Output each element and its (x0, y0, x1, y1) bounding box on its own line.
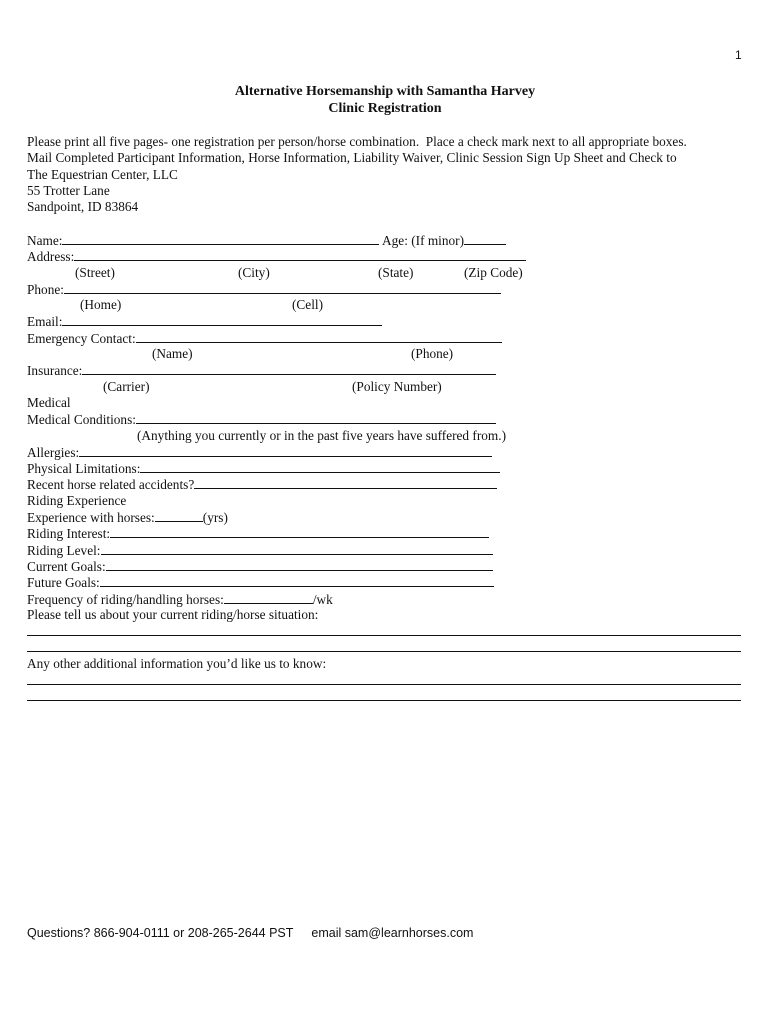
frequency-label: Frequency of riding/handling horses: (27, 591, 224, 607)
name-field[interactable] (62, 232, 379, 245)
medical-heading: Medical (27, 394, 71, 410)
name-row (27, 232, 747, 248)
address-label: Address: (27, 249, 75, 265)
title-line-1: Alternative Horsemanship with Samantha Harvey (234, 84, 536, 99)
age-field[interactable] (464, 232, 506, 245)
name-label: Name: (27, 233, 63, 248)
phone-label: Phone: (27, 281, 64, 297)
emergency-row (27, 330, 747, 346)
emergency-name-sublabel: (Name) (152, 346, 193, 362)
footer-contact (27, 926, 473, 940)
future-goals-label: Future Goals: (27, 575, 100, 591)
allergies-label: Allergies: (27, 444, 80, 460)
emergency-sublabels (27, 346, 747, 362)
insurance-row (27, 362, 747, 378)
phone-row (27, 281, 747, 297)
physical-field[interactable] (140, 460, 500, 473)
document-title (0, 83, 770, 117)
email-field[interactable] (62, 313, 382, 326)
future-goals-field[interactable] (100, 574, 494, 587)
situation-line-1[interactable] (27, 623, 747, 639)
insurance-label: Insurance: (27, 363, 83, 379)
home-sublabel: (Home) (80, 297, 122, 313)
phone-field[interactable] (64, 281, 501, 294)
medical-conditions-field[interactable] (136, 411, 496, 424)
emergency-phone-sublabel: (Phone) (411, 346, 454, 362)
frequency-row (27, 591, 747, 607)
current-goals-row (27, 558, 747, 574)
phone-sublabels (27, 297, 747, 313)
level-field[interactable] (101, 542, 493, 555)
situation-label: Please tell us about your current riding/horse situation: (27, 606, 319, 622)
future-goals-row (27, 574, 747, 590)
frequency-field[interactable] (224, 591, 313, 604)
zip-sublabel: (Zip Code) (464, 264, 523, 280)
experience-field[interactable] (155, 509, 203, 522)
mailing-city: Sandpoint, ID 83864 (27, 199, 139, 215)
footer-email: email sam@learnhorses.com (311, 926, 474, 940)
allergies-field[interactable] (79, 444, 492, 457)
interest-label: Riding Interest: (27, 526, 111, 542)
physical-row (27, 460, 747, 476)
frequency-suffix: /wk (312, 591, 333, 607)
interest-field[interactable] (110, 525, 489, 538)
age-label: Age: (If minor) (379, 233, 465, 248)
participant-form (27, 232, 747, 705)
additional-label: Any other additional information you’d like us to know: (27, 655, 327, 671)
footer-questions: Questions? 866-904-0111 or 208-265-2644 PST (27, 926, 294, 940)
email-label: Email: (27, 314, 63, 330)
insurance-field[interactable] (82, 362, 496, 375)
level-row (27, 542, 747, 558)
physical-label: Physical Limitations: (27, 461, 141, 477)
mailing-street: 55 Trotter Lane (27, 182, 110, 198)
current-goals-label: Current Goals: (27, 558, 106, 574)
allergies-row (27, 444, 747, 460)
emergency-label: Emergency Contact: (27, 330, 136, 346)
policy-sublabel: (Policy Number) (352, 378, 442, 394)
intro-instructions (27, 134, 747, 215)
address-field[interactable] (74, 248, 526, 261)
street-sublabel: (Street) (75, 264, 115, 280)
interest-row (27, 525, 747, 541)
state-sublabel: (State) (378, 264, 414, 280)
address-row (27, 248, 747, 264)
medical-conditions-label: Medical Conditions: (27, 412, 136, 428)
medical-note-row (27, 428, 747, 444)
experience-row (27, 509, 747, 525)
medical-conditions-row (27, 411, 747, 427)
experience-suffix: (yrs) (202, 510, 228, 526)
title-line-2: Clinic Registration (328, 101, 442, 116)
level-label: Riding Level: (27, 542, 101, 558)
additional-line-2[interactable] (27, 688, 747, 704)
cell-sublabel: (Cell) (292, 297, 324, 313)
city-sublabel: (City) (238, 264, 270, 280)
insurance-sublabels (27, 379, 747, 395)
situation-line-2[interactable] (27, 639, 747, 655)
accidents-label: Recent horse related accidents? (27, 477, 195, 493)
additional-line-1[interactable] (27, 672, 747, 688)
page-number: 1 (735, 48, 742, 62)
current-goals-field[interactable] (106, 558, 493, 571)
intro-line: Mail Completed Participant Information, Horse Information, Liability Waiver, Clinic Session Sign Up Sheet and Check to (27, 150, 677, 166)
intro-line: Please print all five pages- one registration per person/horse combination. Place a check mark next to all appropriate boxes. (27, 134, 687, 149)
mailing-name: The Equestrian Center, LLC (27, 166, 178, 182)
riding-heading: Riding Experience (27, 492, 127, 508)
email-row (27, 313, 747, 329)
emergency-field[interactable] (136, 330, 502, 343)
accidents-row (27, 476, 747, 492)
accidents-field[interactable] (194, 476, 497, 489)
carrier-sublabel: (Carrier) (103, 378, 150, 394)
experience-label: Experience with horses: (27, 510, 155, 526)
address-sublabels (27, 265, 747, 281)
medical-conditions-note: (Anything you currently or in the past five years have suffered from.) (137, 427, 506, 443)
